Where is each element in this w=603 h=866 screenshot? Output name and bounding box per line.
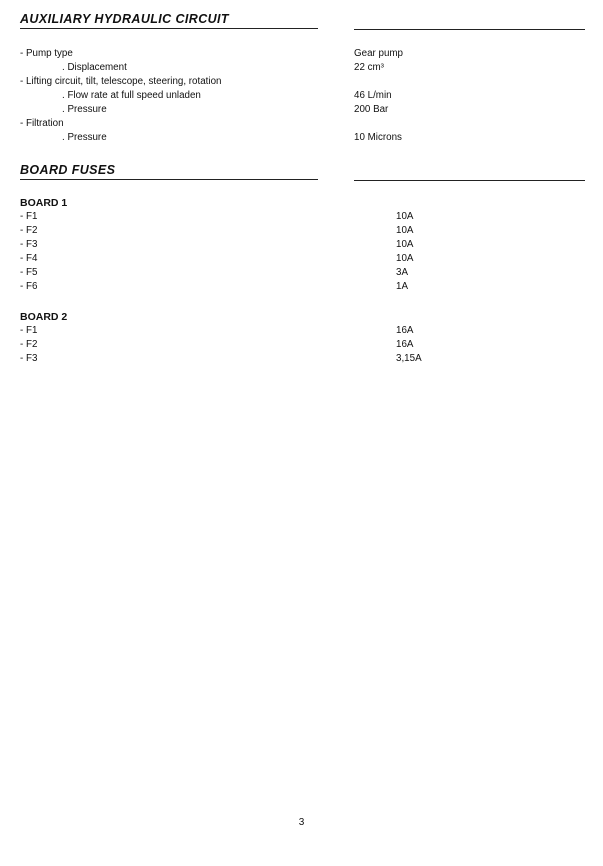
spec-label: - Lifting circuit, tilt, telescope, steering, rotation — [20, 76, 222, 87]
fuse-row — [20, 224, 580, 238]
fuse-rating: 16A — [396, 325, 414, 336]
spec-label: . Flow rate at full speed unladen — [62, 90, 201, 101]
fuse-rating: 10A — [396, 225, 414, 236]
fuse-label: - F2 — [20, 225, 38, 236]
spec-value: Gear pump — [354, 48, 404, 59]
spec-row-lifting-circuit — [20, 75, 580, 89]
fuse-rating: 10A — [396, 239, 414, 250]
fuse-row — [20, 210, 580, 224]
fuse-label: - F5 — [20, 267, 38, 278]
spec-row-displacement — [20, 61, 580, 75]
spec-label: . Pressure — [62, 104, 107, 115]
spec-value: 22 cm³ — [354, 62, 384, 73]
spec-value: 10 Microns — [354, 132, 402, 143]
spec-label: - Filtration — [20, 118, 64, 129]
fuse-row — [20, 238, 580, 252]
fuse-row — [20, 338, 580, 352]
board-1-heading: BOARD 1 — [20, 197, 68, 209]
fuse-label: - F1 — [20, 211, 38, 222]
board-2-heading: BOARD 2 — [20, 311, 68, 323]
fuse-rating: 16A — [396, 339, 414, 350]
spec-row-pressure — [20, 103, 580, 117]
fuse-row — [20, 352, 580, 366]
fuse-row — [20, 324, 580, 338]
fuse-label: - F3 — [20, 353, 38, 364]
fuse-label: - F1 — [20, 325, 38, 336]
fuse-rating: 3A — [396, 267, 408, 278]
fuse-label: - F3 — [20, 239, 38, 250]
fuse-label: - F6 — [20, 281, 38, 292]
section-title-auxiliary-hydraulic: AUXILIARY HYDRAULIC CIRCUIT — [20, 12, 318, 29]
spec-row-pump-type — [20, 47, 580, 61]
fuse-rating: 3,15A — [396, 353, 422, 364]
fuse-label: - F2 — [20, 339, 38, 350]
fuse-rating: 10A — [396, 211, 414, 222]
spec-row-filtration — [20, 117, 580, 131]
fuse-row — [20, 266, 580, 280]
fuse-rating: 1A — [396, 281, 408, 292]
spec-value: 200 Bar — [354, 104, 389, 115]
spec-label: . Displacement — [62, 62, 127, 73]
spec-label: - Pump type — [20, 48, 73, 59]
spec-value: 46 L/min — [354, 90, 392, 101]
fuse-row — [20, 252, 580, 266]
fuse-rating: 10A — [396, 253, 414, 264]
spec-row-flow-rate — [20, 89, 580, 103]
spec-row-filtration-pressure — [20, 131, 580, 145]
page-number: 3 — [298, 817, 305, 828]
section-title-board-fuses: BOARD FUSES — [20, 163, 318, 180]
fuse-row — [20, 280, 580, 294]
fuse-label: - F4 — [20, 253, 38, 264]
spec-label: . Pressure — [62, 132, 107, 143]
section-rule-right — [354, 180, 585, 181]
section-rule-right — [354, 29, 585, 30]
